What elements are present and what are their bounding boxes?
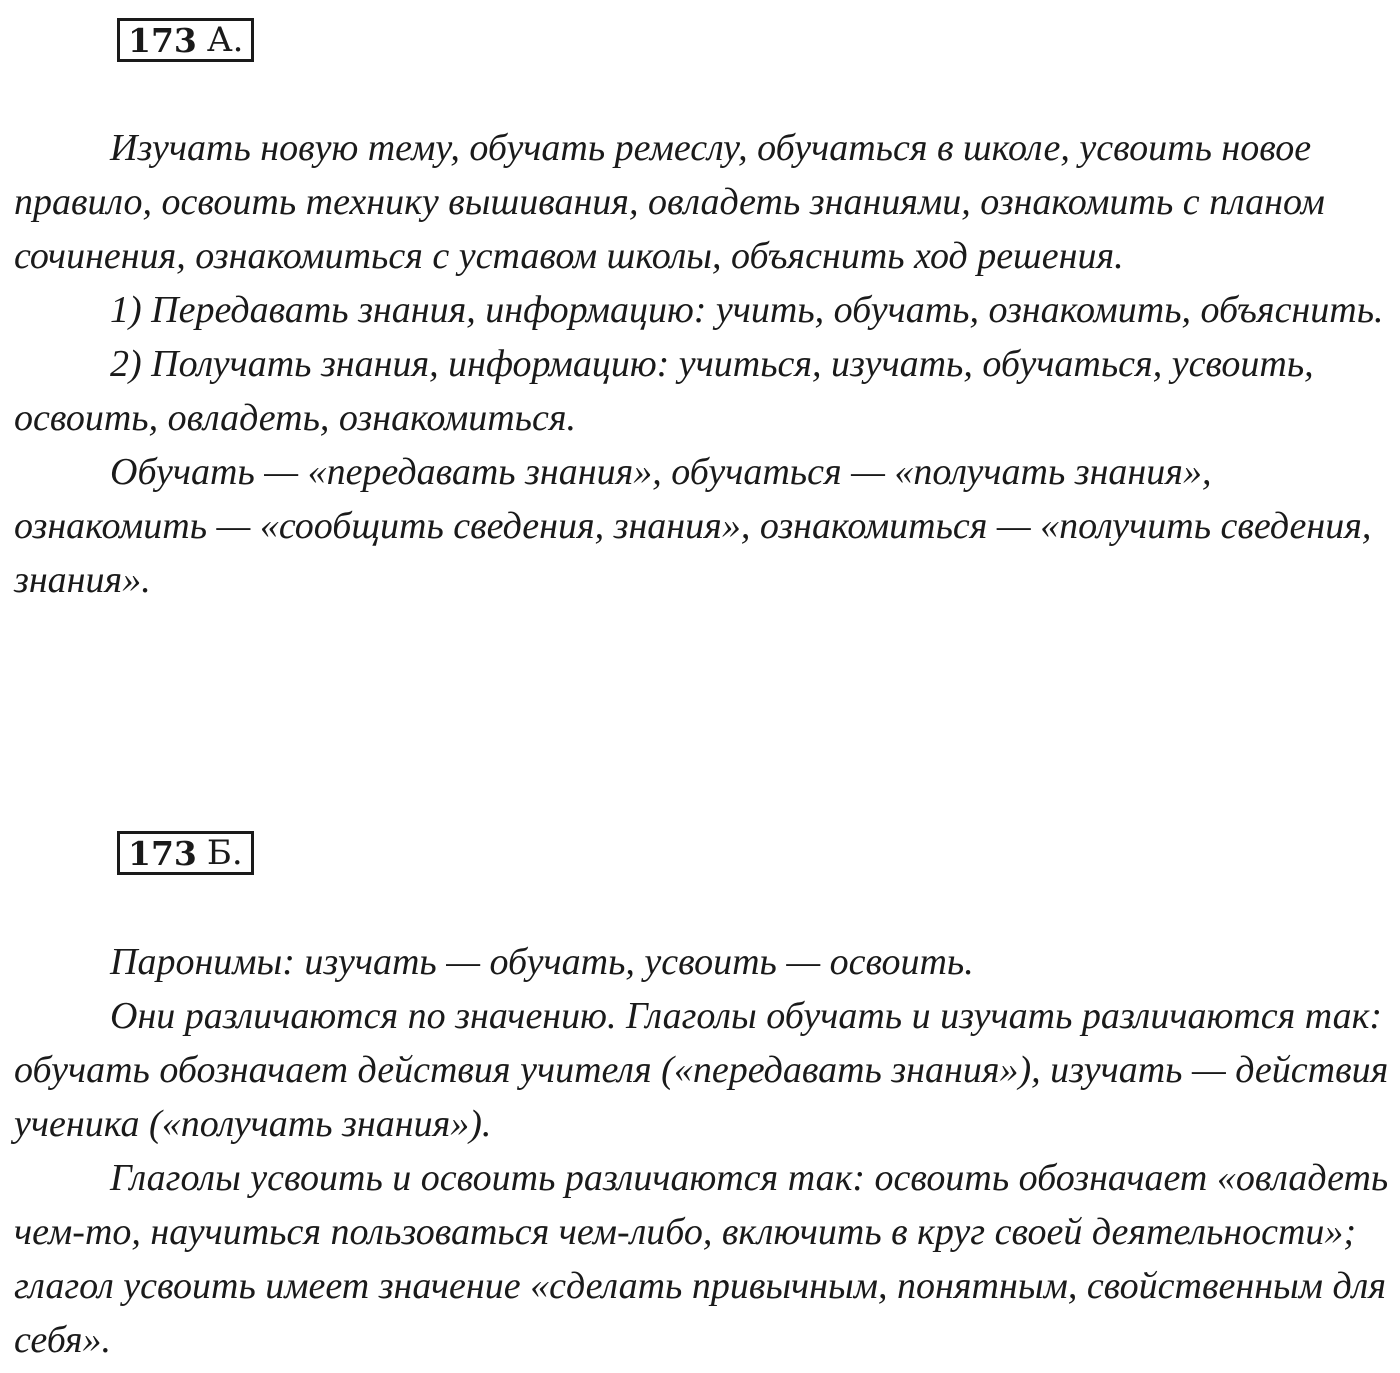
paragraph: Паронимы: изучать — обучать, усвоить — освоить. <box>110 941 974 983</box>
paragraph: 1) Передавать знания, информацию: учить, обучать, ознакомить, объяснить. <box>110 289 1384 331</box>
paragraph: Изучать новую тему, обучать ремеслу, обучаться в школе, усвоить новое правило, освоить технику вышивания, овладеть знаниями, ознакомить с планом сочинения, ознакомиться с уставом школы, объяснить ход решения. <box>14 127 1325 277</box>
paragraph: Они различаются по значению. Глаголы обучать и изучать различаются так: обучать обозначает действия учителя («передавать знания»), изучать — действия ученика («получать знания»). <box>14 995 1389 1145</box>
exercise-173b-text <box>14 935 1390 1367</box>
exercise-number: 173 <box>128 20 197 60</box>
exercise-letter: Б. <box>206 833 243 873</box>
exercise-number: 173 <box>128 833 197 873</box>
paragraph: Обучать — «передавать знания», обучаться — «получать знания», ознакомить — «сообщить сведения, знания», ознакомиться — «получить сведения, знания». <box>14 451 1372 601</box>
paragraph: 2) Получать знания, информацию: учиться, изучать, обучаться, усвоить, освоить, овладеть, ознакомиться. <box>14 343 1314 439</box>
exercise-173a-text <box>14 121 1390 607</box>
exercise-letter: А. <box>206 20 244 60</box>
exercise-header-173b <box>117 831 254 875</box>
paragraph: Глаголы усвоить и освоить различаются так: освоить обозначает «овладеть чем-то, научиться пользоваться чем-либо, включить в круг своей деятельности»; глагол усвоить имеет значение «сделать привычным, понятным, свойственным для себя». <box>14 1157 1389 1361</box>
exercise-header-173a <box>117 18 254 62</box>
